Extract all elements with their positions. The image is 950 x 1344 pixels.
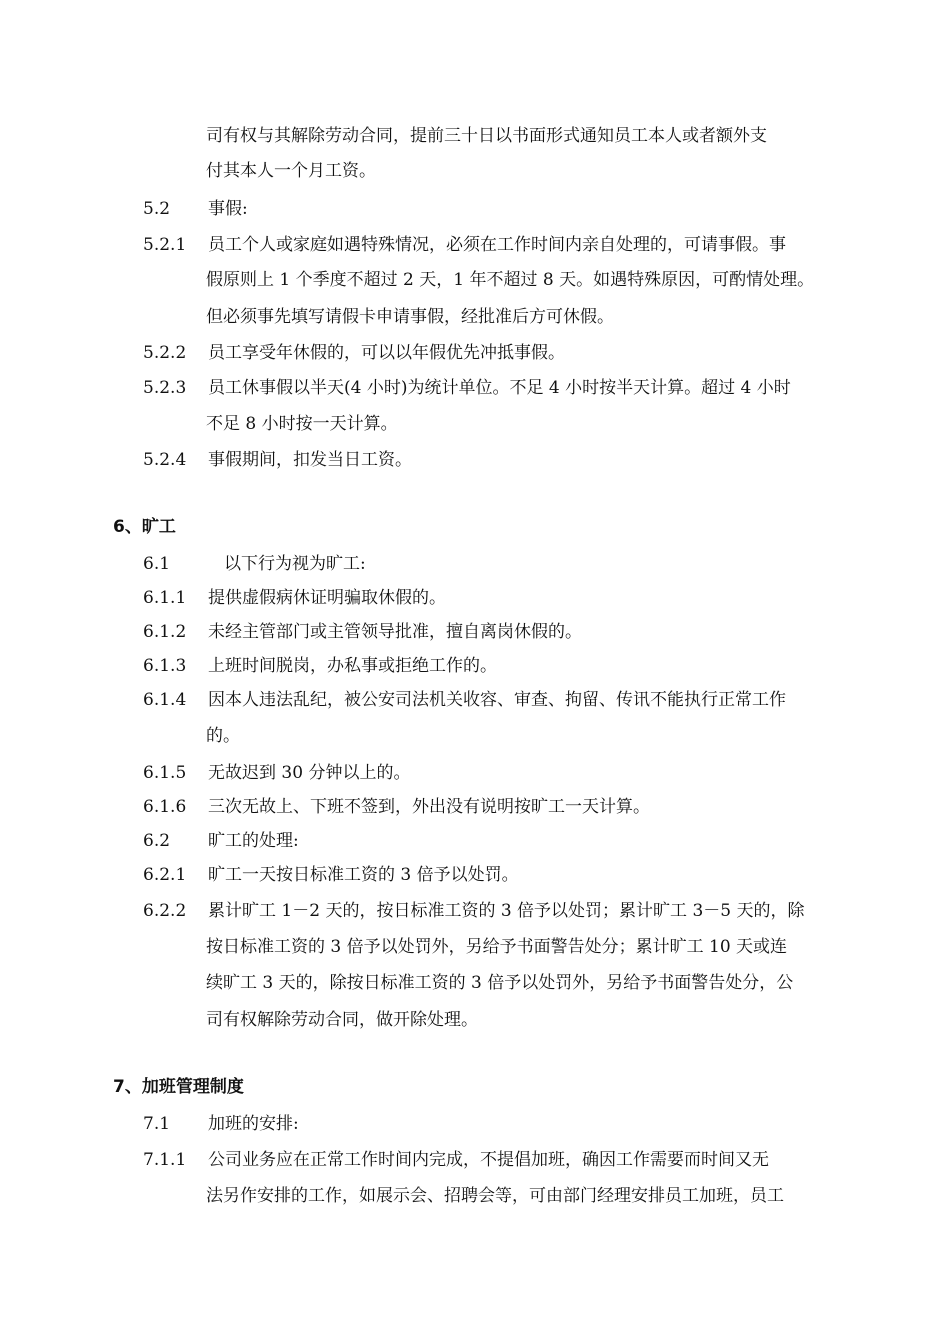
clause-number: 5.2.4 <box>143 450 187 470</box>
paragraph-line: 假原则上 1 个季度不超过 2 天，1 年不超过 8 天。如遇特殊原因，可酌情处理。 <box>206 270 815 290</box>
clause-number: 6.2 <box>143 831 171 851</box>
clause-text: 加班的安排: <box>208 1114 299 1134</box>
clause-number: 6.1 <box>143 554 171 574</box>
paragraph-line: 的。 <box>206 726 240 746</box>
paragraph-line: 但必须事先填写请假卡申请事假，经批准后方可休假。 <box>206 307 614 327</box>
clause-text: 三次无故上、下班不签到，外出没有说明按旷工一天计算。 <box>208 797 650 817</box>
clause-number: 6.1.1 <box>143 588 187 608</box>
clause-number: 6.1.4 <box>143 690 187 710</box>
clause-text: 以下行为视为旷工: <box>224 554 366 574</box>
paragraph-line: 司有权与其解除劳动合同，提前三十日以书面形式通知员工本人或者额外支 <box>206 126 767 146</box>
clause-number: 6.1.3 <box>143 656 187 676</box>
section-heading: 6、旷工 <box>113 517 176 537</box>
clause-text: 员工享受年休假的，可以以年假优先冲抵事假。 <box>208 343 565 363</box>
clause-text: 事假期间，扣发当日工资。 <box>208 450 412 470</box>
clause-number: 5.2.1 <box>143 235 187 255</box>
paragraph-line: 按日标准工资的 3 倍予以处罚外，另给予书面警告处分；累计旷工 10 天或连 <box>206 937 788 957</box>
clause-number: 5.2.2 <box>143 343 187 363</box>
clause-text: 事假: <box>208 199 248 219</box>
clause-number: 6.1.2 <box>143 622 187 642</box>
clause-number: 7.1 <box>143 1114 171 1134</box>
clause-text: 上班时间脱岗，办私事或拒绝工作的。 <box>208 656 497 676</box>
clause-text: 旷工一天按日标准工资的 3 倍予以处罚。 <box>208 865 519 885</box>
clause-text: 旷工的处理: <box>208 831 299 851</box>
clause-number: 5.2 <box>143 199 171 219</box>
paragraph-line: 不足 8 小时按一天计算。 <box>206 414 398 434</box>
clause-number: 6.1.6 <box>143 797 187 817</box>
clause-text: 提供虚假病休证明骗取休假的。 <box>208 588 446 608</box>
clause-number: 7.1.1 <box>143 1150 187 1170</box>
clause-number: 6.1.5 <box>143 763 187 783</box>
clause-number: 6.2.1 <box>143 865 187 885</box>
section-heading: 7、加班管理制度 <box>113 1077 244 1097</box>
clause-text: 无故迟到 30 分钟以上的。 <box>208 763 411 783</box>
paragraph-line: 法另作安排的工作，如展示会、招聘会等，可由部门经理安排员工加班，员工 <box>206 1186 784 1206</box>
clause-text: 因本人违法乱纪，被公安司法机关收容、审查、拘留、传讯不能执行正常工作 <box>208 690 786 710</box>
clause-text: 累计旷工 1－2 天的，按日标准工资的 3 倍予以处罚；累计旷工 3－5 天的，除 <box>208 901 805 921</box>
paragraph-line: 付其本人一个月工资。 <box>206 161 376 181</box>
clause-text: 未经主管部门或主管领导批准，擅自离岗休假的。 <box>208 622 582 642</box>
clause-text: 员工个人或家庭如遇特殊情况，必须在工作时间内亲自处理的，可请事假。事 <box>208 235 786 255</box>
clause-text: 公司业务应在正常工作时间内完成，不提倡加班，确因工作需要而时间又无 <box>208 1150 769 1170</box>
paragraph-line: 续旷工 3 天的，除按日标准工资的 3 倍予以处罚外，另给予书面警告处分，公 <box>206 973 794 993</box>
clause-text: 员工休事假以半天(4 小时)为统计单位。不足 4 小时按半天计算。超过 4 小时 <box>208 378 791 398</box>
paragraph-line: 司有权解除劳动合同，做开除处理。 <box>206 1010 478 1030</box>
clause-number: 5.2.3 <box>143 378 187 398</box>
clause-number: 6.2.2 <box>143 901 187 921</box>
